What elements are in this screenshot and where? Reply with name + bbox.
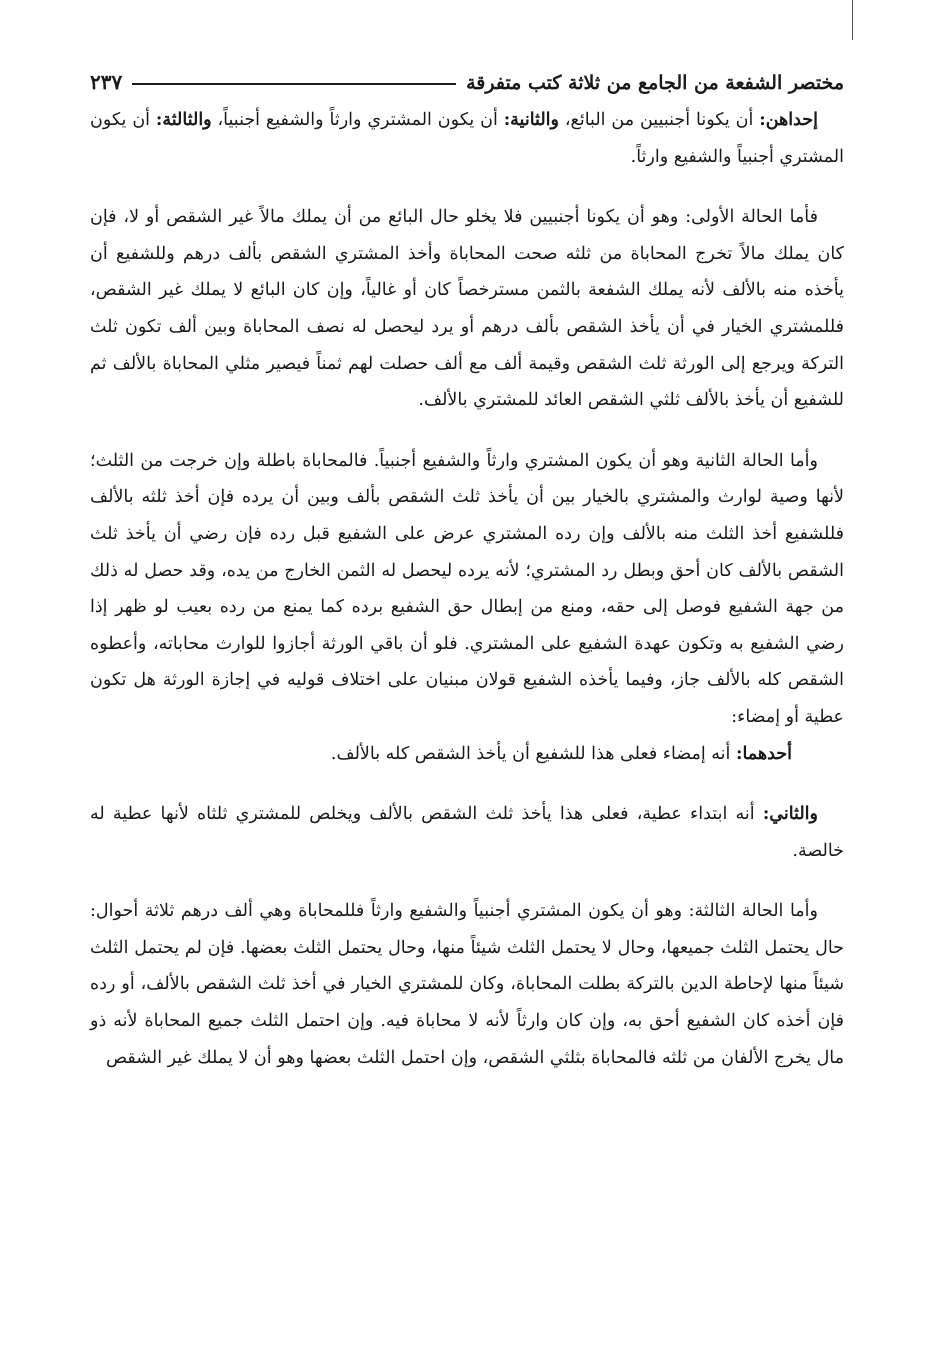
label-third: والثالثة: <box>155 110 212 130</box>
label-second: والثانية: <box>503 110 559 130</box>
text-segment: أن يكون المشتري وارثاً والشفيع أجنبياً، <box>211 110 504 130</box>
page-body <box>90 102 844 1076</box>
paragraph-second-case <box>90 443 844 736</box>
text-segment: أنه ابتداء عطية، فعلى هذا يأخذ ثلث الشقص بالألف ويخلص للمشتري ثلثاه لأنها عطية له خالصة. <box>90 804 844 861</box>
text-segment: فأما الحالة الأولى: وهو أن يكونا أجنبيين فلا يخلو حال البائع من أن يملك مالاً غير الشقص أو لا، فإن كان يملك مالاً تخرج المحاباة من ثلثه صحت المحاباة وأخذ المشتري الشقص بألف درهم وللشفيع أن يأخذه منه بالألف لأنه يملك الشفعة بالثمن مسترخصاً كان أو غالياً، وإن كان البائع لا يملك غير الشقص، فللمشتري الخيار في أن يأخذ الشقص بألف درهم أو يرد ليحصل له نصف المحاباة وبين ألف تكون ثلث التركة ويرجع إلى الورثة ثلث الشقص وقيمة ألف مع ألف حصلت لهم ثمناً فيصير مثلي المحاباة بالألف ثم للشفيع أن يأخذ بالألف ثلثي الشقص العائد للمشتري بالألف. <box>90 207 844 411</box>
book-page <box>90 60 844 1076</box>
text-segment: وأما الحالة الثانية وهو أن يكون المشتري وارثاً والشفيع أجنبياً. فالمحاباة باطلة وإن خرجت من الثلث؛ لأنها وصية لوارث والمشتري بالخيار بين أن يأخذ ثلث الشقص بألف وبين أن يرده فإن أخذ ثلثه بالألف فللشفيع أخذ الثلث منه بالألف وإن رده المشتري عرض على الشفيع قبل رده فإن رضي أن يأخذ ثلث الشقص بالألف كان أحق وبطل رد المشتري؛ لأنه يرده ليحصل له الثمن الخارج من يده، وقد حصل له ذلك من جهة الشفيع فوصل إلى حقه، ومنع من إبطال حق الشفيع برده كما يمنع من رده بعيب لو ظهر إذا رضي الشفيع به وتكون عهدة الشفيع على المشتري. فلو أن باقي الورثة أجازوا للوارث محاباته، وأعطوه الشقص كله بالألف جاز، وفيما يأخذه الشفيع قولان مبنيان على اختلاف قوليه في إجازة الورثة هل تكون عطية أو إمضاء: <box>90 450 844 727</box>
paragraph-third-case <box>90 893 844 1076</box>
paragraph-cases-list <box>90 102 844 175</box>
paragraph-opinion-two <box>90 796 844 869</box>
text-segment: أن يكون المشتري أجنبياً والشفيع وارثاً. <box>90 110 844 167</box>
scan-edge-mark <box>852 0 853 40</box>
text-segment: أنه إمضاء فعلى هذا للشفيع أن يأخذ الشقص كله بالألف. <box>330 743 736 764</box>
paragraph-opinion-one <box>90 736 844 773</box>
running-title: مختصر الشفعة من الجامع من ثلاثة كتب متفرقة <box>466 72 844 94</box>
text-segment: أن يكونا أجنبيين من البائع، <box>558 110 760 130</box>
page-number: ٢٣٧ <box>90 70 123 94</box>
running-header <box>90 60 844 94</box>
paragraph-first-case <box>90 199 844 419</box>
header-rule <box>132 83 456 85</box>
label-opinion-one: أحدهما: <box>735 743 792 764</box>
label-first: إحداهن: <box>759 110 818 130</box>
label-opinion-two: والثاني: <box>762 804 818 825</box>
text-segment: وأما الحالة الثالثة: وهو أن يكون المشتري أجنبياً والشفيع وارثاً فللمحاباة وهي ألف درهم ثلاثة أحوال: حال يحتمل الثلث جميعها، وحال لا يحتمل الثلث شيئاً منها، وحال يحتمل الثلث بعضها. فإن لم يحتمل الثلث شيئاً منها لإحاطة الدين بالتركة بطلت المحاباة، وكان للمشتري الخيار في أخذ ثلث الشقص بالألف، أو رده فإن أخذه كان الشفيع أحق به، وإن كان وارثاً لأنه لا محاباة فيه. وإن احتمل الثلث جميع المحاباة لأنه ذو مال يخرج الألفان من ثلثه فالمحاباة بثلثي الشقص، وإن احتمل الثلث بعضها وهو أن لا يملك غير الشقص <box>90 901 844 1068</box>
